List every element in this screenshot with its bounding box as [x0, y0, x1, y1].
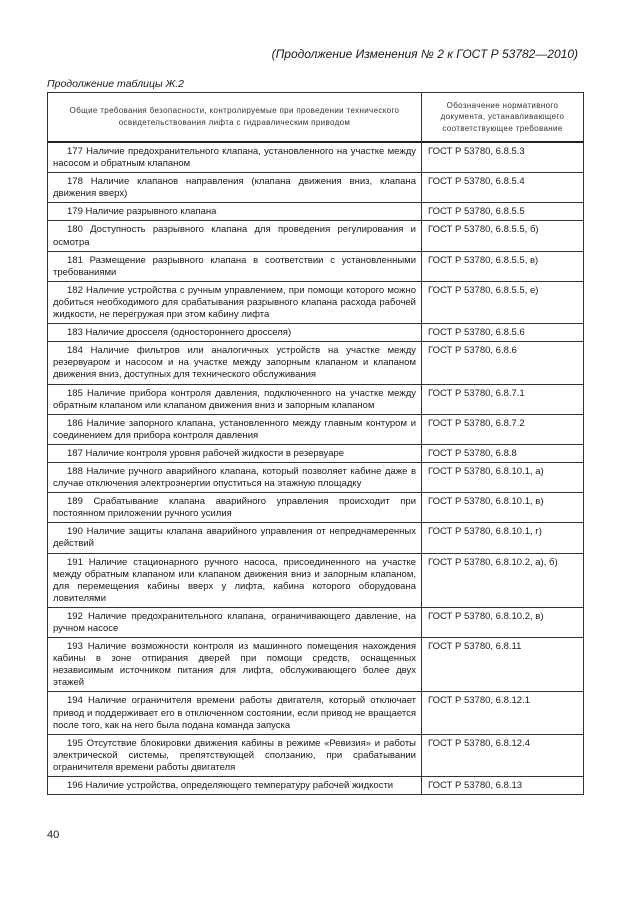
- reference-cell: ГОСТ Р 53780, 6.8.5.6: [422, 324, 584, 342]
- requirements-table: [47, 92, 584, 795]
- column-header-requirements: Общие требования безопасности, контролируемые при проведении технического освидетельствования лифта с гидравлическим приводом: [48, 93, 422, 143]
- table-row: [48, 553, 584, 607]
- requirement-number: 177: [67, 146, 83, 157]
- reference-cell: ГОСТ Р 53780, 6.8.5.5: [422, 203, 584, 221]
- requirement-cell: [48, 221, 422, 251]
- requirement-cell: [48, 342, 422, 384]
- table-body: [48, 142, 584, 795]
- reference-cell: ГОСТ Р 53780, 6.8.5.5, б): [422, 221, 584, 251]
- requirement-text: Наличие дросселя (одностороннего дросселя): [85, 327, 292, 339]
- requirement-text: Наличие ограничителя времени работы двигателя, который отключает привод и поддерживает его в отключенном состоянии, если привод не вращается после того, как на него была подана команда запуска: [53, 695, 417, 731]
- requirement-number: 179: [67, 206, 83, 218]
- requirement-cell: [48, 462, 422, 492]
- continuation-note: (Продолжение Изменения № 2 к ГОСТ Р 53782—2010): [271, 47, 578, 61]
- requirement-number: 183: [67, 327, 83, 339]
- reference-cell: ГОСТ Р 53780, 6.8.12.1: [422, 692, 584, 734]
- requirement-text: Наличие предохранительного клапана, ограничивающего давление, на ручном насосе: [53, 610, 416, 634]
- table-row: [48, 734, 584, 776]
- table-row: [48, 203, 584, 221]
- table-row: [48, 607, 584, 637]
- reference-cell: ГОСТ Р 53780, 6.8.8: [422, 444, 584, 462]
- requirement-number: 187: [67, 447, 83, 459]
- requirement-number: 194: [67, 695, 83, 707]
- requirement-text: Наличие разрывного клапана: [85, 206, 217, 218]
- requirement-text: Наличие защиты клапана аварийного управления от непреднамеренных действий: [53, 526, 416, 550]
- requirement-text: Наличие предохранительного клапана, установленного на участке между насосом и обратным клапаном: [53, 146, 416, 170]
- requirement-number: 196: [67, 780, 83, 792]
- table-row: [48, 638, 584, 692]
- table-row: [48, 342, 584, 384]
- requirement-text: Наличие запорного клапана, установленного между главным контуром и соединением для прибора контроля давления: [53, 417, 416, 441]
- requirement-text: Наличие клапанов направления (клапана движения вниз, клапана движения вверх): [53, 176, 416, 200]
- requirement-text: Наличие устройства, определяющего температуру рабочей жидкости: [85, 780, 394, 792]
- requirement-text: Доступность разрывного клапана для проведения регулирования и осмотра: [53, 224, 416, 248]
- requirement-text: Размещение разрывного клапана в соответствии с установленными требованиями: [53, 254, 417, 278]
- requirement-text: Наличие возможности контроля из машинного помещения нахождения кабины в зоне отпирания дверей при помощи средств, оснащенных независимым источником питания для лифта, обслуживающего более двух этажей: [53, 641, 417, 689]
- requirement-cell: [48, 607, 422, 637]
- reference-cell: ГОСТ Р 53780, 6.8.7.2: [422, 414, 584, 444]
- requirement-number: 182: [67, 284, 83, 296]
- table-row: [48, 462, 584, 492]
- requirement-number: 186: [67, 417, 83, 429]
- reference-cell: ГОСТ Р 53780, 6.8.12.4: [422, 734, 584, 776]
- requirement-text: Срабатывание клапана аварийного управления происходит при постоянном приложении ручного усилия: [53, 496, 417, 520]
- requirement-number: 178: [67, 176, 83, 188]
- requirement-text: Наличие ручного аварийного клапана, который позволяет кабине даже в случае отключения электроэнергии опуститься на этажную площадку: [53, 465, 417, 490]
- requirement-number: 193: [67, 641, 83, 653]
- requirement-cell: [48, 692, 422, 734]
- requirement-cell: [48, 142, 422, 173]
- requirement-number: 189: [67, 496, 83, 508]
- requirement-text: Наличие контроля уровня рабочей жидкости в резервуаре: [85, 447, 345, 459]
- requirement-cell: [48, 173, 422, 203]
- reference-cell: ГОСТ Р 53780, 6.8.10.1, в): [422, 493, 584, 523]
- reference-cell: ГОСТ Р 53780, 6.8.10.1, а): [422, 462, 584, 492]
- table-caption: Продолжение таблицы Ж.2: [47, 78, 184, 90]
- requirement-text: Наличие прибора контроля давления, подключенного на участке между обратным клапаном или клапаном движения вниз и запорным клапаном: [53, 387, 417, 411]
- reference-cell: ГОСТ Р 53780, 6.8.5.3: [422, 142, 584, 173]
- reference-cell: ГОСТ Р 53780, 6.8.6: [422, 342, 584, 384]
- requirement-text: Наличие устройства с ручным управлением, при помощи которого можно добиться необходимого для срабатывания разрывного клапана расхода рабочей жидкости, не перегружая при этом кабину лифта: [53, 284, 416, 321]
- requirement-cell: [48, 444, 422, 462]
- requirement-cell: [48, 281, 422, 323]
- requirement-number: 192: [67, 610, 83, 622]
- page-number: 40: [47, 829, 60, 841]
- table-row: [48, 384, 584, 414]
- reference-cell: ГОСТ Р 53780, 6.8.5.4: [422, 173, 584, 203]
- requirement-cell: [48, 203, 422, 221]
- reference-cell: ГОСТ Р 53780, 6.8.10.2, в): [422, 607, 584, 637]
- requirement-number: 191: [67, 556, 83, 568]
- requirement-cell: [48, 553, 422, 607]
- requirement-number: 188: [67, 465, 83, 477]
- requirement-number: 190: [67, 526, 83, 538]
- requirement-cell: [48, 414, 422, 444]
- table-row: [48, 777, 584, 795]
- requirement-text: Отсутствие блокировки движения кабины в режиме «Ревизия» и работы электрической системы, препятствующей сползанию, при срабатывании ограничителя времени работы двигателя: [53, 737, 417, 773]
- requirement-cell: [48, 384, 422, 414]
- requirement-number: 195: [67, 737, 83, 749]
- reference-cell: ГОСТ Р 53780, 6.8.5.5, в): [422, 251, 584, 281]
- table-row: [48, 414, 584, 444]
- requirement-cell: [48, 523, 422, 553]
- column-header-reference: Обозначение нормативного документа, устанавливающего соответствующее требование: [422, 93, 584, 143]
- requirement-cell: [48, 251, 422, 281]
- requirement-number: 184: [67, 345, 83, 357]
- table-row: [48, 251, 584, 281]
- requirement-number: 185: [67, 387, 83, 399]
- requirement-cell: [48, 777, 422, 795]
- table-row: [48, 221, 584, 251]
- table-row: [48, 444, 584, 462]
- table-header-row: [48, 93, 584, 143]
- reference-cell: ГОСТ Р 53780, 6.8.11: [422, 638, 584, 692]
- table-row: [48, 493, 584, 523]
- requirement-number: 181: [67, 254, 83, 266]
- reference-cell: ГОСТ Р 53780, 6.8.5.5, е): [422, 281, 584, 323]
- table-row: [48, 173, 584, 203]
- table-row: [48, 692, 584, 734]
- table-row: [48, 523, 584, 553]
- table-row: [48, 324, 584, 342]
- requirement-cell: [48, 638, 422, 692]
- requirement-cell: [48, 324, 422, 342]
- reference-cell: ГОСТ Р 53780, 6.8.10.2, а), б): [422, 553, 584, 607]
- reference-cell: ГОСТ Р 53780, 6.8.10.1, г): [422, 523, 584, 553]
- reference-cell: ГОСТ Р 53780, 6.8.13: [422, 777, 584, 795]
- requirement-text: Наличие фильтров или аналогичных устройств на участке между резервуаром и насосом и на участке между запорным клапаном и клапаном движения вниз, доступных для технического обслуживания: [53, 345, 416, 381]
- requirement-cell: [48, 734, 422, 776]
- requirement-cell: [48, 493, 422, 523]
- reference-cell: ГОСТ Р 53780, 6.8.7.1: [422, 384, 584, 414]
- requirement-number: 180: [67, 224, 83, 236]
- table-row: [48, 142, 584, 173]
- requirement-text: Наличие стационарного ручного насоса, присоединенного на участке между обратным клапаном или клапаном движения вниз и запорным клапаном, для перемещения кабины вверх у лифта, кабина которого оборудована ловителями: [53, 556, 417, 604]
- table-row: [48, 281, 584, 323]
